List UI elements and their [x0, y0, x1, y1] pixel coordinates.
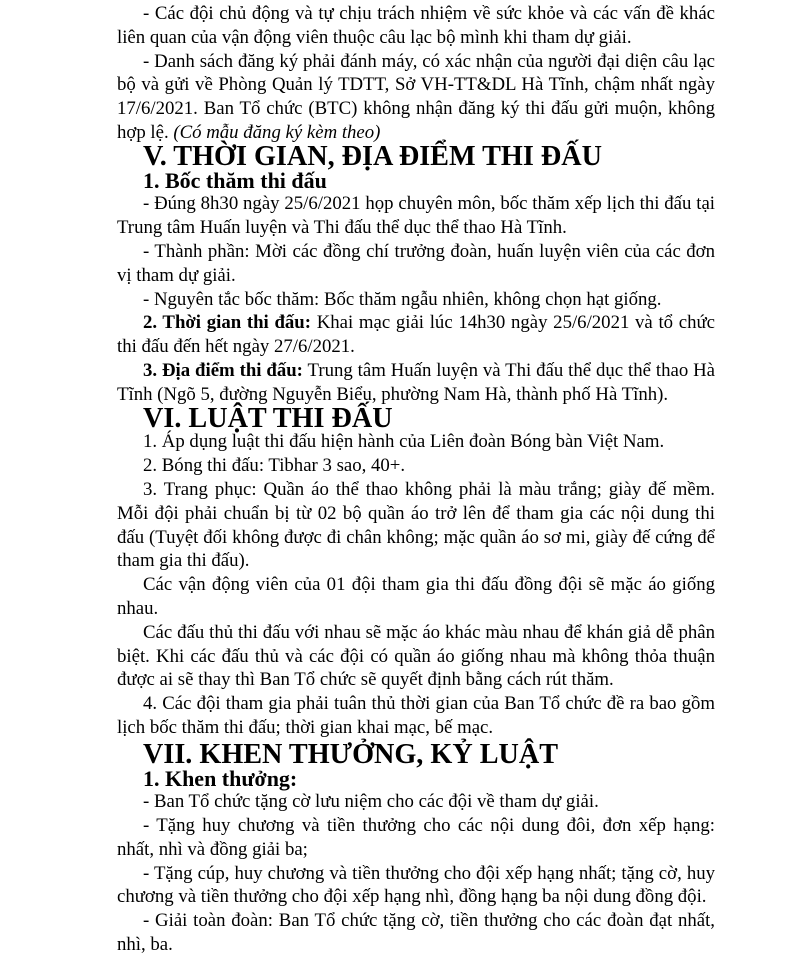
rules-uniform-colors: Các đấu thủ thi đấu với nhau sẽ mặc áo khác màu nhau để khán giả dễ phân biệt. Khi các đấu thủ và các đội có quần áo giống nhau mà không thỏa thuận được ai sẽ thay thì Ban Tổ chức sẽ quyết định bằng cách rút thăm.: [117, 621, 715, 691]
competition-place-paragraph: [117, 359, 715, 407]
reward-cups-paragraph: - Tặng cúp, huy chương và tiền thưởng cho đội xếp hạng nhất; tặng cờ, huy chương và tiền thưởng cho đội xếp hạng nhì, đồng hạng ba nội dung đồng đội.: [117, 862, 715, 908]
competition-place-label: 3. Địa điểm thi đấu:: [143, 359, 303, 381]
registration-text: - Danh sách đăng ký phải đánh máy, có xác nhận của người đại diện câu lạc bộ và gửi về Phòng Quản lý TDTT, Sở VH-TT&DL Hà Tĩnh, chậm nhất ngày 17/6/2021. Ban Tổ chức (BTC) không nhận đăng ký thi đấu gửi muộn, không hợp lệ.: [117, 50, 715, 143]
draw-schedule-paragraph: - Đúng 8h30 ngày 25/6/2021 họp chuyên môn, bốc thăm xếp lịch thi đấu tại Trung tâm Huấn luyện và Thi đấu thể dục thể thao Hà Tĩnh.: [117, 193, 715, 239]
reward-flags-paragraph: - Ban Tổ chức tặng cờ lưu niệm cho các đội về tham dự giải.: [143, 791, 599, 813]
rules-item-4: 4. Các đội tham gia phải tuân thủ thời gian của Ban Tổ chức đề ra bao gồm lịch bốc thăm thi đấu; thời gian khai mạc, bế mạc.: [117, 693, 715, 738]
draw-participants-paragraph: - Thành phần: Mời các đồng chí trưởng đoàn, huấn luyện viên của các đơn vị tham dự giải.: [117, 240, 715, 286]
intro-paragraph-registration: [117, 50, 715, 145]
rules-uniform-team: Các vận động viên của 01 đội tham gia thi đấu đồng đội sẽ mặc áo giống nhau.: [117, 574, 715, 619]
rules-item-2: 2. Bóng thi đấu: Tibhar 3 sao, 40+.: [143, 455, 406, 477]
competition-time-label: 2. Thời gian thi đấu:: [143, 312, 311, 334]
section-7-subheading-rewards: 1. Khen thưởng:: [143, 765, 298, 791]
registration-note: (Có mẫu đăng ký kèm theo): [173, 121, 381, 143]
rules-item-3: 3. Trang phục: Quần áo thể thao không phải là màu trắng; giày đế mềm. Mỗi đội phải chuẩn bị từ 02 bộ quần áo trở lên để tham gia các nội dung thi đấu (Tuyệt đối không được đi chân không; mặc quần áo sơ mi, giày đế cứng để tham gia thi đấu).: [117, 478, 715, 572]
section-6-heading: VI. LUẬT THI ĐẤU: [143, 402, 393, 434]
reward-overall-paragraph: - Giải toàn đoàn: Ban Tổ chức tặng cờ, tiền thưởng cho các đoàn đạt nhất, nhì, ba.: [117, 910, 715, 956]
section-5-subheading-draw: 1. Bốc thăm thi đấu: [143, 167, 327, 193]
competition-place-text: Trung tâm Huấn luyện và Thi đấu thể dục thể thao Hà Tĩnh (Ngõ 5, đường Nguyễn Biểu, phường Nam Hà, thành phố Hà Tĩnh).: [117, 359, 716, 405]
competition-time-paragraph: [117, 311, 715, 359]
section-5-heading: V. THỜI GIAN, ĐỊA ĐIỂM THI ĐẤU: [143, 140, 602, 172]
reward-medals-paragraph: - Tặng huy chương và tiền thưởng cho các nội dung đôi, đơn xếp hạng: nhất, nhì và đồng giải ba;: [117, 815, 715, 860]
competition-time-text: Khai mạc giải lúc 14h30 ngày 25/6/2021 và tổ chức thi đấu đến hết ngày 27/6/2021.: [117, 312, 716, 358]
rules-item-1: 1. Áp dụng luật thi đấu hiện hành của Liên đoàn Bóng bàn Việt Nam.: [143, 431, 665, 453]
section-7-heading: VII. KHEN THƯỞNG, KỶ LUẬT: [143, 738, 559, 770]
draw-principle-paragraph: - Nguyên tắc bốc thăm: Bốc thăm ngẫu nhiên, không chọn hạt giống.: [143, 288, 662, 310]
intro-paragraph-health: - Các đội chủ động và tự chịu trách nhiệm về sức khỏe và các vấn đề khác liên quan của vận động viên thuộc câu lạc bộ mình khi tham dự giải.: [117, 3, 715, 48]
